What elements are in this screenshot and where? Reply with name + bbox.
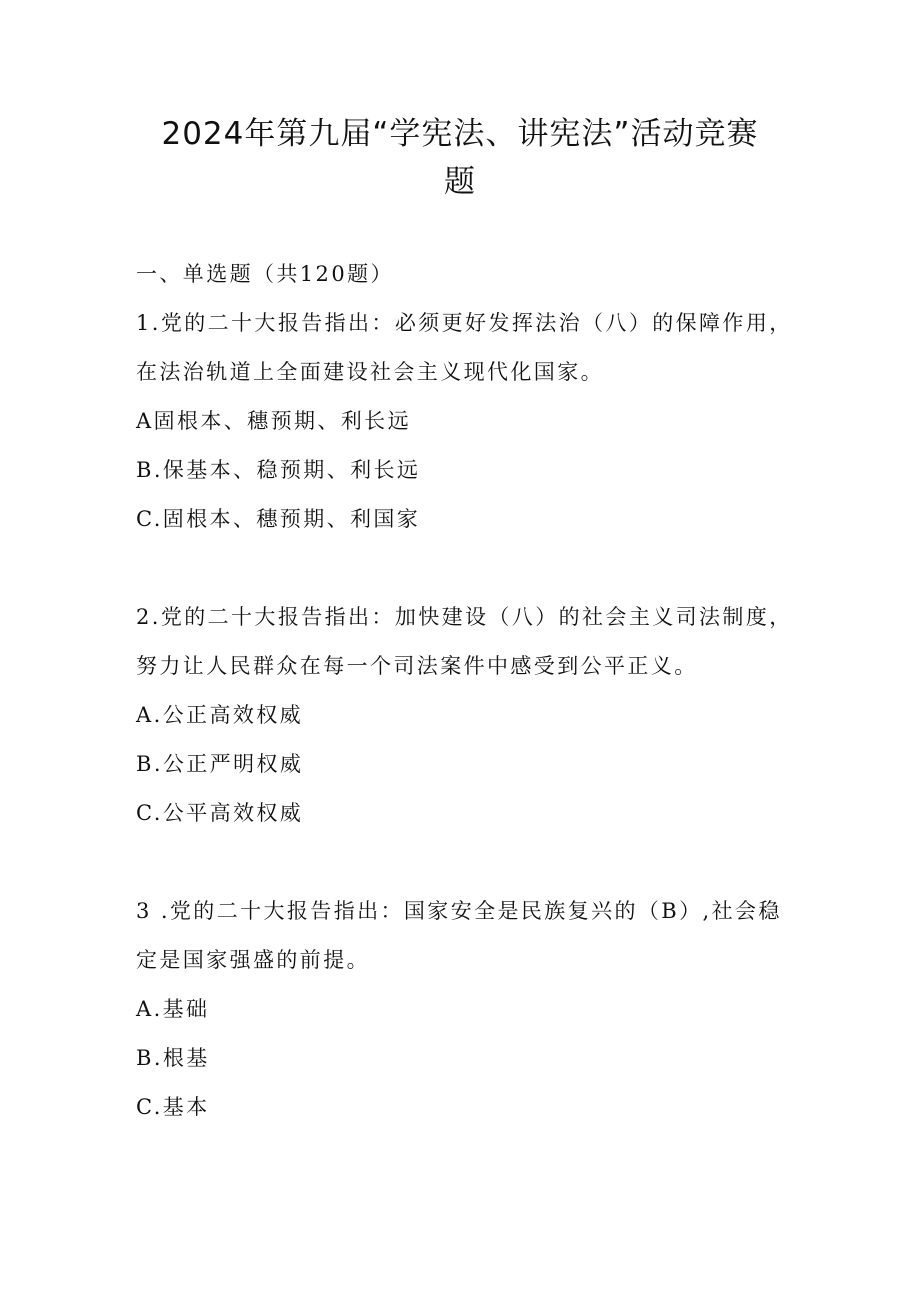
title-line-2: 题 <box>444 164 476 200</box>
answer-option-c: C.公平高效权威 <box>136 801 304 825</box>
question-spacer <box>136 548 786 597</box>
question-3 <box>136 891 786 1136</box>
document-title <box>120 110 800 206</box>
question-stem-line: 努力让人民群众在每一个司法案件中感受到公平正义。 <box>136 654 698 678</box>
document-body <box>136 254 793 1136</box>
answer-option-a: A.基础 <box>136 997 210 1021</box>
section-heading: 一、单选题（共120题） <box>136 262 394 286</box>
question-stem-line: 1.党的二十大报告指出：必须更好发挥法治（八）的保障作用， <box>136 311 793 335</box>
answer-option-b: B.公正严明权威 <box>136 752 304 776</box>
question-1 <box>136 303 793 548</box>
question-stem-line: 2.党的二十大报告指出：加快建设（八）的社会主义司法制度， <box>136 605 793 629</box>
question-stem-line: 在法治轨道上全面建设社会主义现代化国家。 <box>136 360 604 384</box>
question-stem-line: 定是国家强盛的前提。 <box>136 948 370 972</box>
question-2 <box>136 597 793 842</box>
title-line-1: 2024年第九届“学宪法、讲宪法”活动竞赛 <box>161 116 759 152</box>
answer-option-c: C.固根本、穗预期、利国家 <box>136 507 421 531</box>
answer-option-a: A.公正高效权威 <box>136 703 304 727</box>
answer-option-a: A固根本、穗预期、利长远 <box>136 409 411 433</box>
answer-option-b: B.根基 <box>136 1046 210 1070</box>
answer-option-b: B.保基本、稳预期、利长远 <box>136 458 421 482</box>
question-spacer <box>136 842 786 891</box>
answer-option-c: C.基本 <box>136 1095 210 1119</box>
question-stem-line: 3 .党的二十大报告指出：国家安全是民族复兴的（B）,社会稳 <box>136 899 782 923</box>
